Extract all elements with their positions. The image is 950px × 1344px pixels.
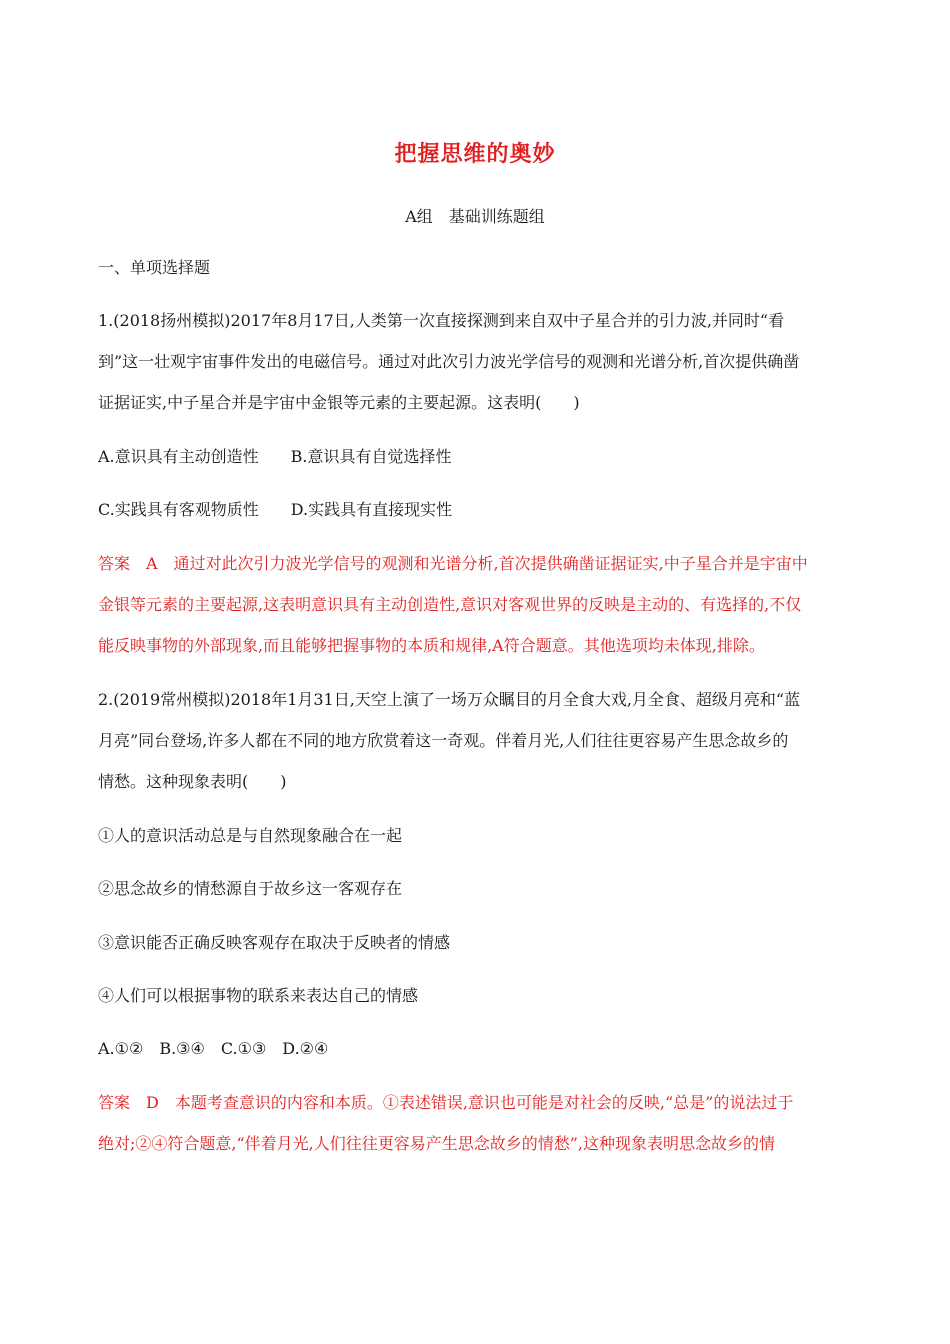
q2-statement-2: ②思念故乡的情愁源自于故乡这一客观存在 [98, 879, 403, 898]
q1-options-row-2: C.实践具有客观物质性 D.实践具有直接现实性 [98, 500, 453, 519]
group-heading: A组 基础训练题组 [405, 207, 545, 226]
q2-answer-line-2: 绝对;②④符合题意,“伴着月光,人们往往更容易产生思念故乡的情愁”,这种现象表明思念故乡的情 [98, 1134, 776, 1153]
q2-line-1: 2.(2019常州模拟)2018年1月31日,天空上演了一场万众瞩目的月全食大戏,月全食、超级月亮和“蓝 [98, 690, 801, 709]
q2-options: A.①② B.③④ C.①③ D.②④ [98, 1039, 329, 1058]
q1-answer-line-3: 能反映事物的外部现象,而且能够把握事物的本质和规律,A符合题意。其他选项均未体现,排除。 [98, 636, 765, 655]
q1-answer-line-2: 金银等元素的主要起源,这表明意识具有主动创造性,意识对客观世界的反映是主动的、有选择的,不仅 [98, 595, 802, 614]
q1-options-row-1: A.意识具有主动创造性 B.意识具有自觉选择性 [98, 447, 452, 466]
page-title: 把握思维的奥妙 [394, 141, 556, 167]
q1-line-3: 证据证实,中子星合并是宇宙中金银等元素的主要起源。这表明( ) [98, 393, 580, 412]
section-heading: 一、单项选择题 [98, 258, 211, 277]
q2-answer-line-1: 答案 D 本题考查意识的内容和本质。①表述错误,意识也可能是对社会的反映,“总是”的说法过于 [98, 1093, 794, 1112]
q1-line-2: 到”这一壮观宇宙事件发出的电磁信号。通过对此次引力波光学信号的观测和光谱分析,首次提供确凿 [98, 352, 800, 371]
q2-line-3: 情愁。这种现象表明( ) [98, 772, 287, 791]
q2-statement-1: ①人的意识活动总是与自然现象融合在一起 [98, 826, 403, 845]
q2-line-2: 月亮”同台登场,许多人都在不同的地方欣赏着这一奇观。伴着月光,人们往往更容易产生思念故乡的 [98, 731, 789, 750]
q2-statement-4: ④人们可以根据事物的联系来表达自己的情感 [98, 986, 419, 1005]
q1-answer-line-1: 答案 A 通过对此次引力波光学信号的观测和光谱分析,首次提供确凿证据证实,中子星合并是宇宙中 [98, 554, 808, 573]
q1-line-1: 1.(2018扬州模拟)2017年8月17日,人类第一次直接探测到来自双中子星合并的引力波,并同时“看 [98, 311, 785, 330]
q2-statement-3: ③意识能否正确反映客观存在取决于反映者的情感 [98, 933, 451, 952]
